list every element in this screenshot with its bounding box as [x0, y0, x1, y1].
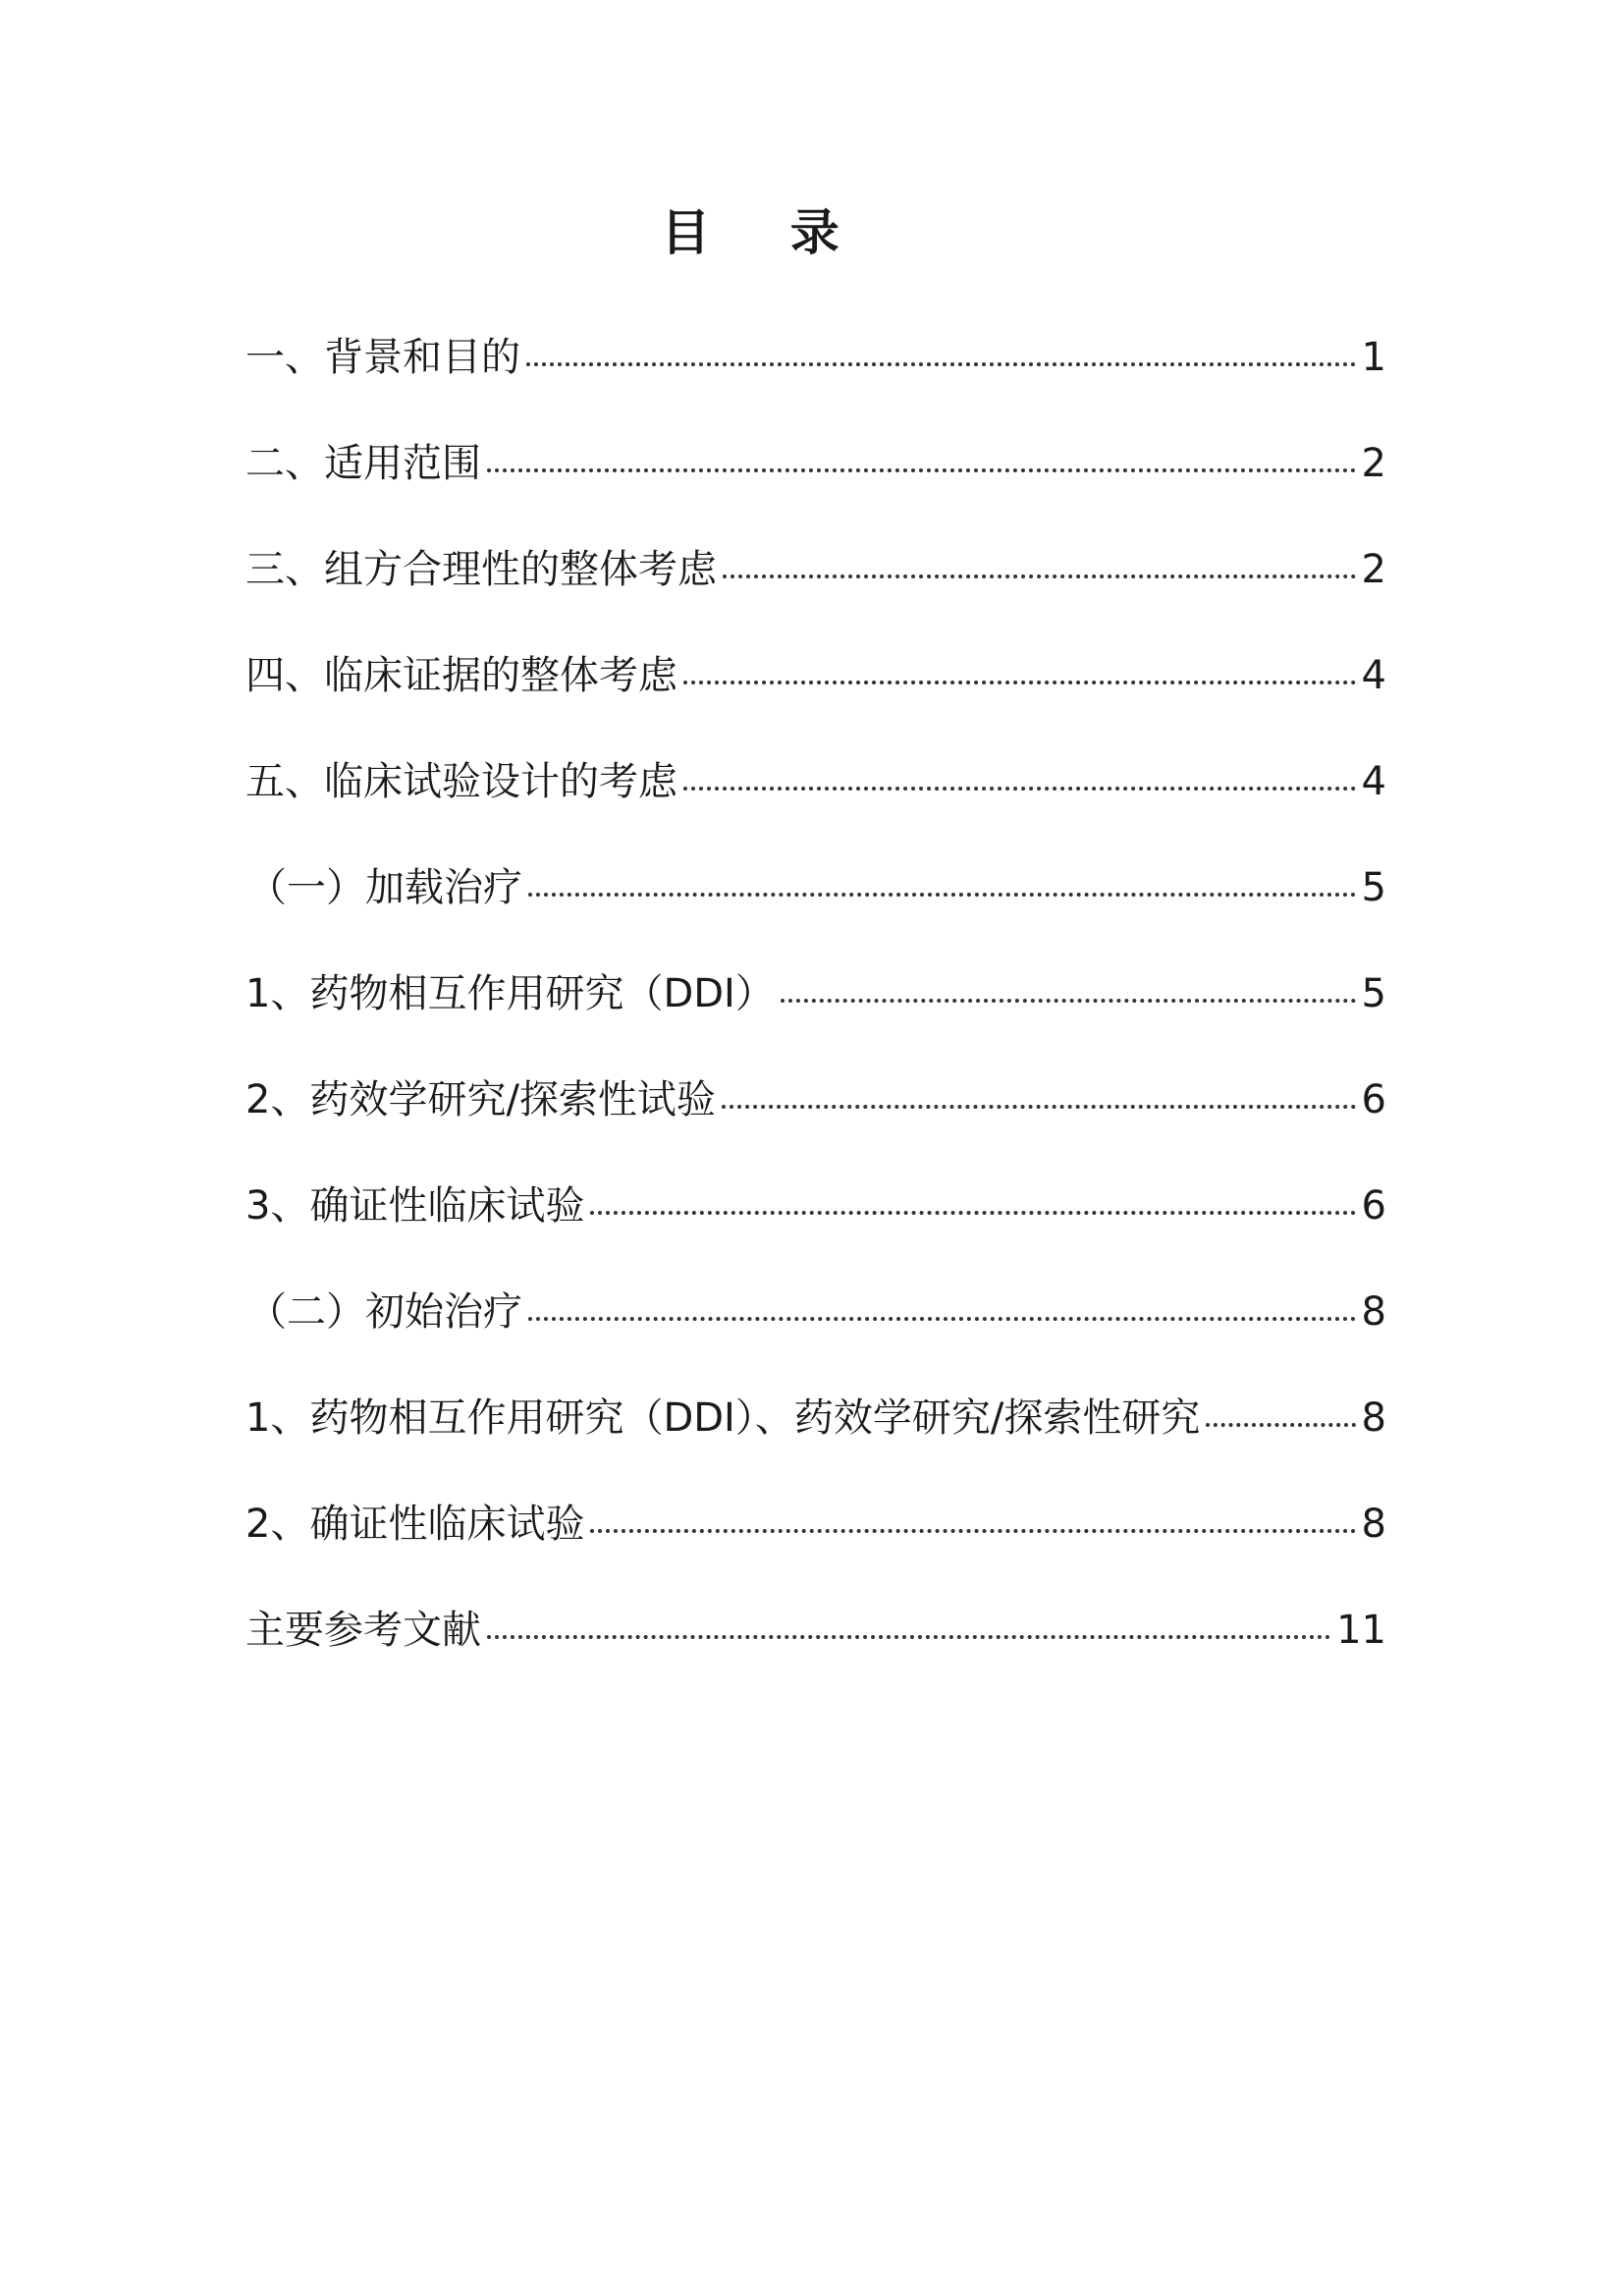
toc-entry-page: 11	[1336, 1608, 1386, 1653]
toc-entry-page: 4	[1361, 653, 1386, 698]
toc-entry[interactable]	[245, 1178, 1386, 1285]
toc-list	[245, 330, 1386, 1709]
toc-entry[interactable]	[245, 1391, 1386, 1497]
toc-dot-leader	[683, 787, 1356, 791]
toc-entry-label: 一、背景和目的	[245, 335, 520, 380]
toc-entry-label: （一）加载治疗	[247, 865, 522, 910]
toc-dot-leader	[590, 1211, 1355, 1215]
toc-dot-leader	[487, 468, 1356, 472]
toc-entry-label: 四、临床证据的整体考虑	[245, 653, 677, 698]
toc-entry-page: 8	[1361, 1502, 1386, 1547]
toc-dot-leader	[722, 1105, 1356, 1109]
toc-entry-label: 2、确证性临床试验	[245, 1502, 585, 1547]
toc-entry[interactable]	[245, 966, 1386, 1072]
toc-entry-label: 2、药效学研究/探索性试验	[245, 1077, 716, 1122]
toc-entry-page: 8	[1361, 1289, 1386, 1335]
toc-dot-leader	[526, 362, 1356, 366]
toc-dot-leader	[590, 1529, 1355, 1533]
toc-entry[interactable]	[245, 648, 1386, 754]
toc-entry[interactable]	[245, 330, 1386, 436]
toc-entry[interactable]	[245, 1497, 1386, 1603]
toc-dot-leader	[723, 574, 1356, 578]
toc-entry-label: 主要参考文献	[245, 1608, 481, 1653]
toc-entry-label: 五、临床试验设计的考虑	[245, 759, 677, 804]
toc-dot-leader	[528, 893, 1356, 897]
toc-entry-page: 2	[1361, 441, 1386, 486]
toc-entry-label: 1、药物相互作用研究（DDI）	[245, 971, 775, 1016]
toc-entry[interactable]	[245, 542, 1386, 648]
toc-entry[interactable]	[245, 1072, 1386, 1178]
toc-dot-leader	[528, 1317, 1356, 1321]
toc-dot-leader	[487, 1635, 1330, 1639]
toc-entry-page: 2	[1361, 547, 1386, 592]
toc-entry[interactable]	[245, 1285, 1386, 1391]
toc-entry-page: 5	[1361, 865, 1386, 910]
toc-dot-leader	[1206, 1423, 1355, 1427]
toc-entry[interactable]	[245, 1603, 1386, 1709]
toc-entry-page: 6	[1361, 1183, 1386, 1229]
toc-entry[interactable]	[245, 436, 1386, 542]
toc-entry-page: 6	[1361, 1077, 1386, 1122]
toc-entry-label: 3、确证性临床试验	[245, 1183, 585, 1229]
toc-entry-page: 4	[1361, 759, 1386, 804]
toc-entry-label: 三、组方合理性的整体考虑	[245, 547, 717, 592]
toc-entry-label: 二、适用范围	[245, 441, 481, 486]
toc-dot-leader	[683, 681, 1356, 684]
toc-entry-page: 5	[1361, 971, 1386, 1016]
toc-entry[interactable]	[245, 860, 1386, 966]
toc-entry-label: 1、药物相互作用研究（DDI）、药效学研究/探索性研究	[245, 1395, 1201, 1441]
toc-entry-label: （二）初始治疗	[247, 1289, 522, 1335]
toc-entry-page: 8	[1361, 1395, 1386, 1441]
toc-entry-page: 1	[1361, 335, 1386, 380]
toc-dot-leader	[781, 999, 1356, 1003]
toc-title: 目 录	[661, 204, 871, 261]
toc-entry[interactable]	[245, 754, 1386, 860]
